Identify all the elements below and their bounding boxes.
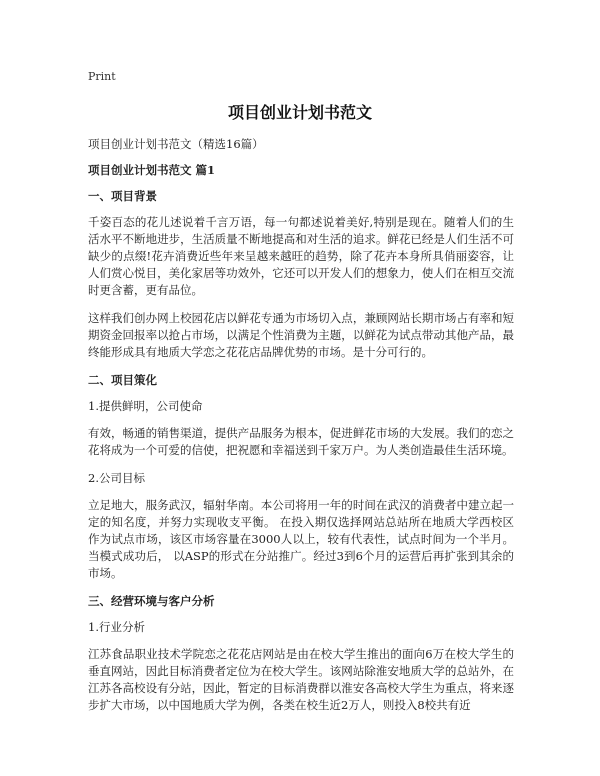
paragraph-company-mission: 有效，畅通的销售渠道，提供产品服务为根本，促进鲜花市场的大发展。我们的恋之花将成为一个可爱的信使，把祝愿和幸福送到千家万户。为人类创造最佳生活环境。 [88, 426, 514, 457]
subheading-industry-analysis: 1.行业分析 [88, 620, 145, 634]
heading-environment-analysis: 三、经营环境与客户分析 [88, 594, 215, 608]
paragraph-background-2: 这样我们创办网上校园花店以鲜花专通为市场切入点，兼顾网站长期市场占有率和短期资金回报率以抢占市场，以满足个性消费为主题，以鲜花为试点带动其他产品，最终能形成具有地质大学恋之花花店品牌优势的市场。是十分可行的。 [88, 311, 514, 359]
paragraph-industry-analysis: 江苏食品职业技术学院恋之花花店网站是由在校大学生推出的面向6万在校大学生的垂直网站，因此目标消费者定位为在校大学生。该网站除淮安地质大学的总站外，在江苏各高校设有分站，因此，暂定的目标消费群以淮安各高校大学生为重点，将来逐步扩大市场，以中国地质大学为例，各类在校生近2万人，则投入8校共有近 [88, 647, 514, 712]
heading-project-background: 一、项目背景 [88, 189, 157, 203]
document-body [88, 136, 514, 725]
print-label[interactable]: Print [88, 70, 116, 83]
subheading-company-goals: 2.公司目标 [88, 471, 145, 485]
paragraph-background-1: 千姿百态的花儿述说着千言万语，每一句都述说着美好,特别是现在。随着人们的生活水平不断地进步，生活质量不断地提高和对生活的追求。鲜花已经是人们生活不可缺少的点缀!花卉消费近些年来呈越来越旺的趋势，除了花卉本身所具俏丽姿容，让人们赏心悦目，美化家居等功效外，它还可以开发人们的想象力，使人们在相互交流时更含蓄，更有品位。 [88, 215, 514, 297]
section-title: 项目创业计划书范文 篇1 [88, 163, 216, 177]
heading-project-planning: 二、项目策化 [88, 373, 157, 387]
document-title: 项目创业计划书范文 [227, 103, 372, 122]
subheading-company-mission: 1.提供鲜明，公司使命 [88, 399, 203, 413]
paragraph-company-goals: 立足地大，服务武汉，辐射华南。本公司将用一年的时间在武汉的消费者中建立起一定的知名度，并努力实现收支平衡。 在投入期仅选择网站总站所在地质大学西校区作为试点市场，该区市场容量在3000人以上，较有代表性，试点时间为一个半月。当模式成功后， 以ASP的形式在分站推广。经过3到6个月的运营后再扩张到其余的市场。 [88, 498, 514, 580]
document-subtitle: 项目创业计划书范文（精选16篇） [88, 137, 264, 151]
